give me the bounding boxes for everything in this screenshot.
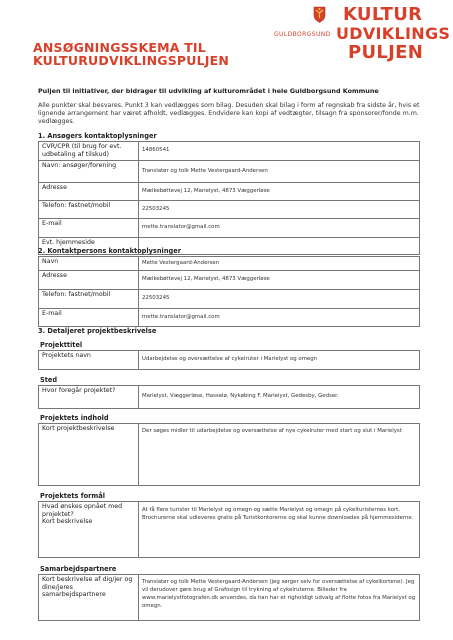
contact-address-field[interactable]: Mælkebøttevej 12, Marielyst, 4873 Væggerløse xyxy=(139,271,420,290)
table-row xyxy=(39,424,420,486)
table-row xyxy=(39,183,420,201)
table-row xyxy=(39,257,420,271)
name-field[interactable]: Translatør og tolk Mette Vestergaard-Andersen xyxy=(139,161,420,183)
website-label: Evt. hjemmeside xyxy=(39,238,139,255)
table-row xyxy=(39,502,420,558)
section1-table xyxy=(38,141,420,255)
municipality-name: GULDBORGSUND xyxy=(274,31,331,38)
coat-of-arms-icon xyxy=(313,6,326,23)
email-field[interactable]: mette.translator@gmail.com xyxy=(139,219,420,238)
project-name-field[interactable]: Udarbejdelse og oversættelse af cykelruter i Marielyst og omegn xyxy=(139,351,420,370)
table-row xyxy=(39,290,420,309)
cvr-label: CVR/CPR (til brug for evt. udbetaling af tilskud) xyxy=(39,142,139,161)
purpose-question: Hvad ønskes opnået med projektet? xyxy=(42,503,123,518)
table-row xyxy=(39,575,420,621)
intro-heading: Puljen til initiativer, der bidrager til udvikling af kulturområdet i hele Guldborgsund Kommune xyxy=(38,87,379,95)
projekttitel-heading: Projekttitel xyxy=(40,341,83,349)
location-label: Hvor foregår projektet? xyxy=(39,386,139,409)
sted-heading: Sted xyxy=(40,376,58,384)
name-label: Navn: ansøger/forening xyxy=(39,161,139,183)
table-row xyxy=(39,271,420,290)
section1-title: 1. Ansøgers kontaktoplysninger xyxy=(38,132,157,140)
intro-text: Alle punkter skal besvares. Punkt 3 kan vedlægges som bilag. Desuden skal bilag i form af regnskab fra sidste år, hvis et lignende arrangement har været afholdt, vedlægges. Endvidere kan kopi af vedtægter, tilsagn fra sponsorer/fonde m.m. vedlægges. xyxy=(38,102,420,125)
section3-title: 3. Detaljeret projektbeskrivelse xyxy=(38,327,157,335)
partners-field[interactable]: Translatør og tolk Mette Vestergaard-Andersen (jeg sørger selv for oversættelse af cykelkortene). Jeg vil derudover gøre brug af Grafosign til trykning af cykelruterne. Billeder fra www.marielystfotografen.dk anvendes, da han har et righoldigt udvalg af flotte fotos fra Marielyst og omegn. xyxy=(139,575,420,621)
project-purpose-field[interactable]: At få flere turister til Marielyst og omegn og sætte Marielyst og omegn på cykelturisternes kort. Brochurerne skal udleveres gratis på Turistkontorerne og skal kunne downloades på hjemmesiderne. xyxy=(139,502,420,558)
indhold-table xyxy=(38,423,420,486)
table-row xyxy=(39,351,420,370)
samarbejde-heading: Samarbejdspartnere xyxy=(40,565,117,573)
table-row xyxy=(39,219,420,238)
formaal-table xyxy=(38,501,420,558)
logo-word-udviklings: UDVIKLINGS xyxy=(336,24,451,43)
table-row xyxy=(39,386,420,409)
location-field[interactable]: Marielyst, Væggerløse, Hasselø, Nykøbing F. Marielyst, Gedesby, Gedser. xyxy=(139,386,420,409)
contact-phone-label: Telefon: fastnet/mobil xyxy=(39,290,139,309)
section2-table xyxy=(38,256,420,327)
page-title xyxy=(33,41,293,67)
table-row xyxy=(39,309,420,327)
table-row xyxy=(39,201,420,219)
project-description-label: Kort projektbeskrivelse xyxy=(39,424,139,486)
section2-title: 2. Kontaktpersons kontaktoplysninger xyxy=(38,247,181,255)
cvr-field[interactable]: 14860541 xyxy=(139,142,420,161)
formaal-heading: Projektets formål xyxy=(40,492,105,500)
project-description-field[interactable]: Der søges midler til udarbejdelse og oversættelse af nye cykelruter med start og slut i Marielyst xyxy=(139,424,420,486)
email-label: E-mail xyxy=(39,219,139,238)
project-name-label: Projektets navn xyxy=(39,351,139,370)
contact-name-field[interactable]: Mette Vestergaard-Andersen xyxy=(139,257,420,271)
partners-label: Kort beskrivelse af dig/jer og dine/jeres samarbejdspartnere xyxy=(39,575,139,621)
address-label: Adresse xyxy=(39,183,139,201)
samarbejde-table xyxy=(38,574,420,621)
contact-email-field[interactable]: mette.translator@gmail.com xyxy=(139,309,420,327)
sted-table xyxy=(38,385,420,409)
purpose-short-description: Kort beskrivelse xyxy=(42,518,93,525)
address-field[interactable]: Mælkebøttevej 12, Marielyst, 4873 Væggerløse xyxy=(139,183,420,201)
project-purpose-label xyxy=(39,502,139,558)
title-line-2: KULTURUDVIKLINGSPULJEN xyxy=(33,53,230,68)
indhold-heading: Projektets indhold xyxy=(40,414,109,422)
table-row xyxy=(39,142,420,161)
table-row xyxy=(39,161,420,183)
contact-name-label: Navn xyxy=(39,257,139,271)
contact-phone-field[interactable]: 22503245 xyxy=(139,290,420,309)
phone-field[interactable]: 22503245 xyxy=(139,201,420,219)
phone-label: Telefon: fastnet/mobil xyxy=(39,201,139,219)
contact-email-label: E-mail xyxy=(39,309,139,327)
title-line-1: ANSØGNINGSSKEMA TIL xyxy=(33,40,206,55)
logo-word-kultur: KULTUR xyxy=(343,4,423,25)
projekttitel-table xyxy=(38,350,420,370)
contact-address-label: Adresse xyxy=(39,271,139,290)
logo-word-puljen: PULJEN xyxy=(348,42,424,63)
